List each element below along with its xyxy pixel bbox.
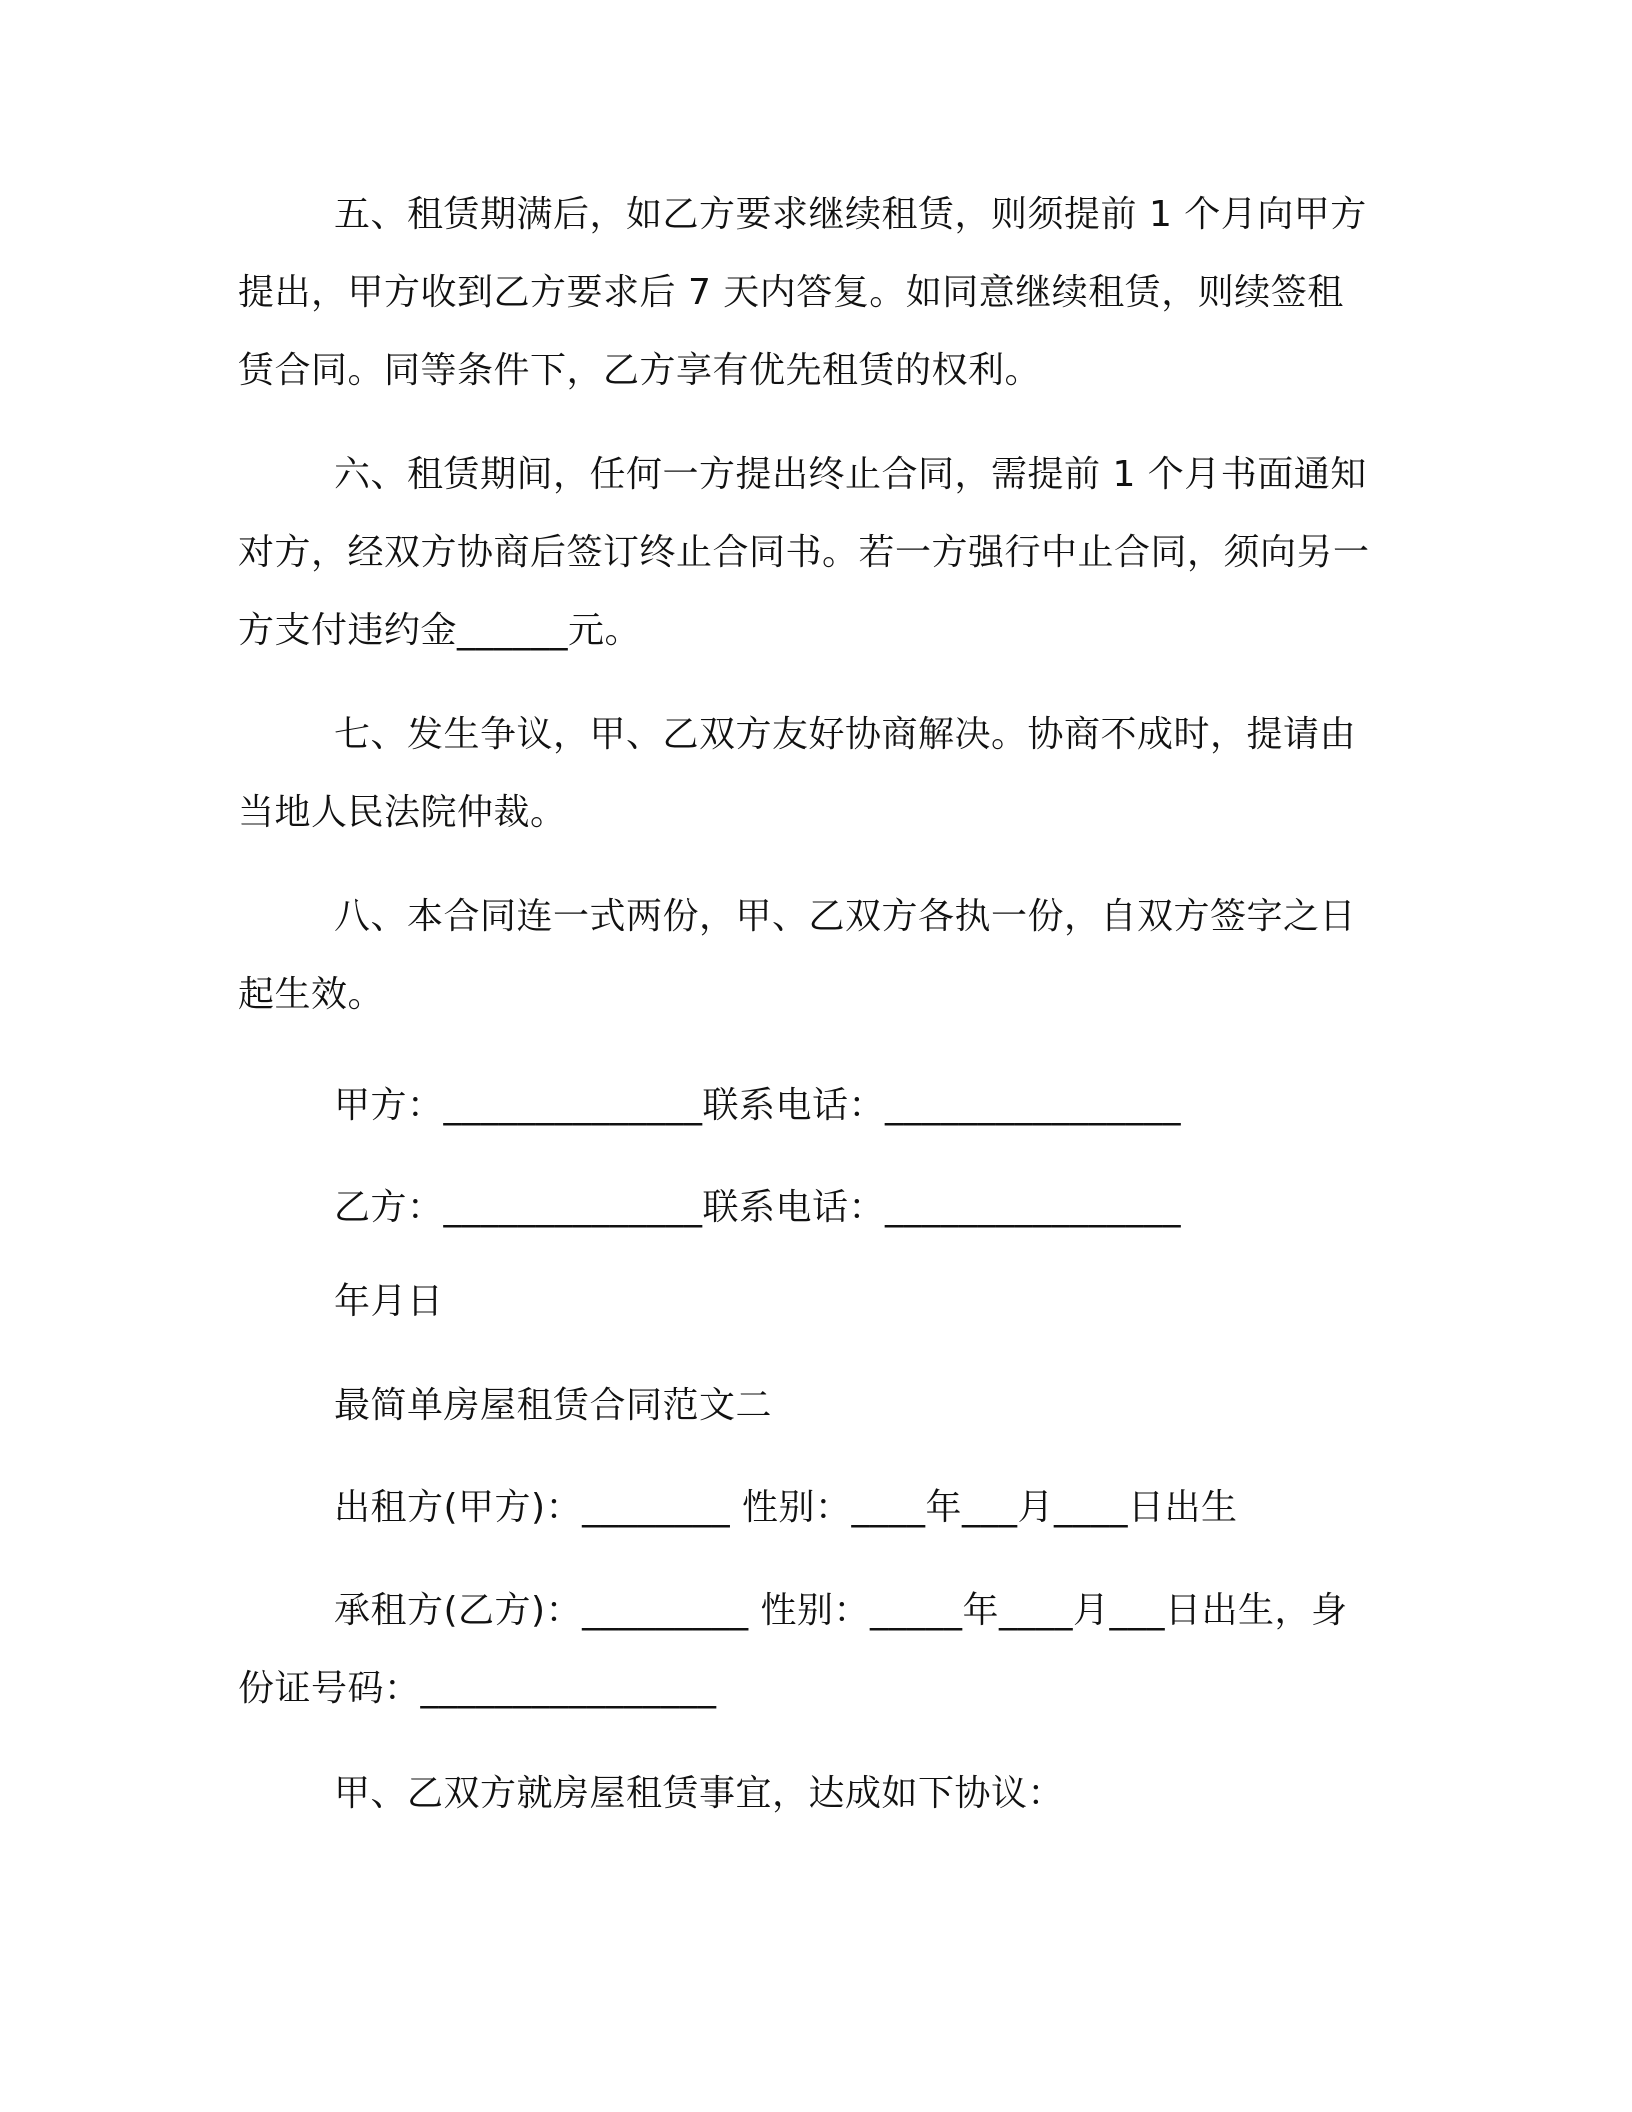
- clause-7-text: 七、发生争议，甲、乙双方友好协商解决。协商不成时，提请由当地人民法院仲裁。: [238, 714, 1357, 833]
- clause-8: [238, 878, 1378, 1034]
- clause-5: [238, 176, 1378, 410]
- lessor-info-line: 出租方(甲方)：________ 性别：____年___月____日出生: [334, 1487, 1238, 1528]
- date-line: 年月日: [334, 1281, 444, 1322]
- clause-6: [238, 436, 1378, 670]
- party-a-signature-line: 甲方：______________联系电话：________________: [334, 1085, 1182, 1126]
- lessee-info: [238, 1572, 1378, 1728]
- clause-7: [238, 696, 1378, 852]
- clause-6-text: 六、租赁期间，任何一方提出终止合同，需提前 1 个月书面通知对方，经双方协商后签订终止合同书。若一方强行中止合同，须向另一方支付违约金______元。: [238, 454, 1370, 651]
- agreement-intro: 甲、乙双方就房屋租赁事宜，达成如下协议：: [334, 1773, 1065, 1814]
- lessee-info-text: 承租方(乙方)：_________ 性别：_____年____月___日出生，身份证号码：________________: [238, 1590, 1348, 1709]
- second-contract-title: 最简单房屋租赁合同范文二: [334, 1385, 773, 1426]
- clause-5-text: 五、租赁期满后，如乙方要求继续租赁，则须提前 1 个月向甲方提出，甲方收到乙方要求后 7 天内答复。如同意继续租赁，则续签租赁合同。同等条件下，乙方享有优先租赁的权利。: [238, 194, 1367, 391]
- party-b-signature-line: 乙方：______________联系电话：________________: [334, 1187, 1182, 1228]
- clause-8-text: 八、本合同连一式两份，甲、乙双方各执一份，自双方签字之日起生效。: [238, 896, 1357, 1015]
